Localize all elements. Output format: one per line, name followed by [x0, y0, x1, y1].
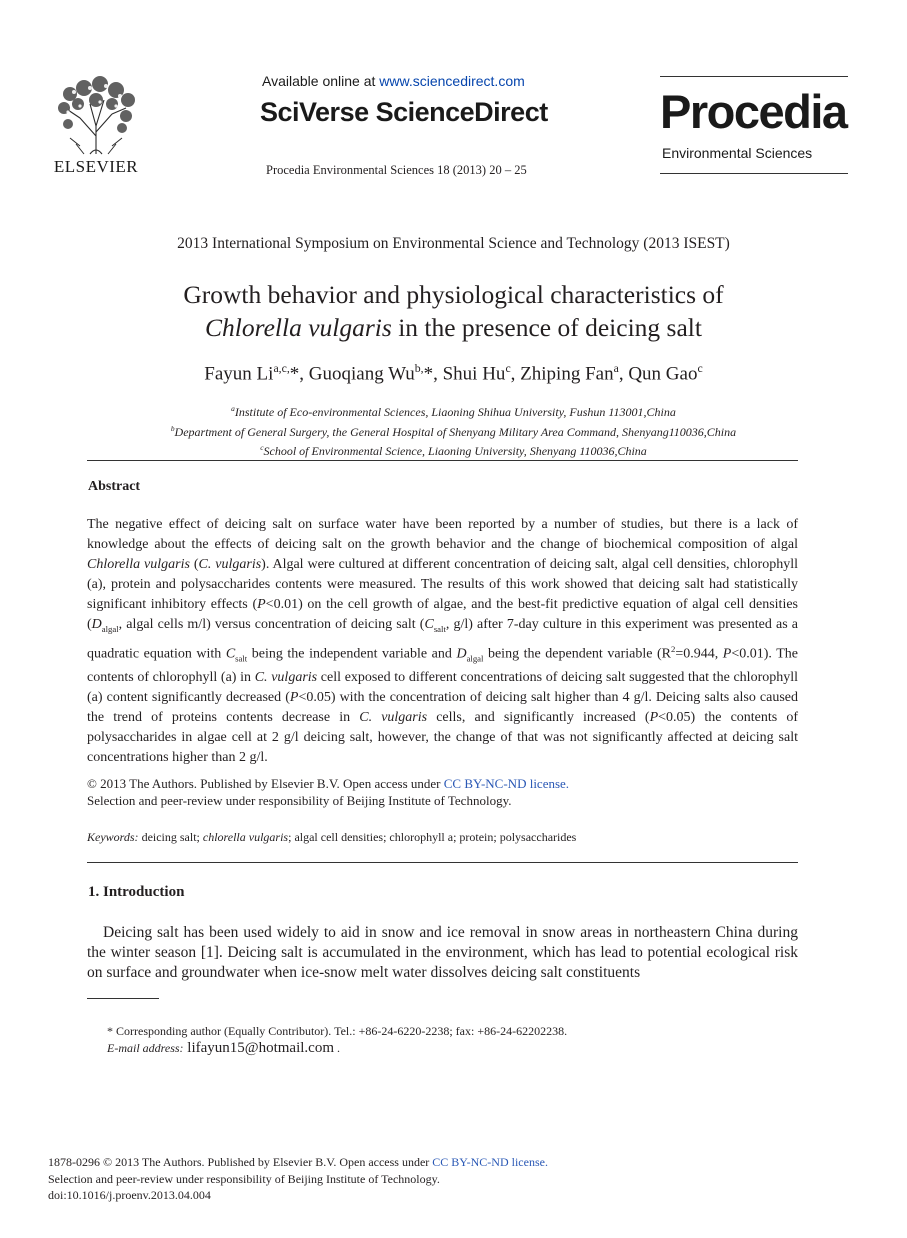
abstract-text: ( [189, 557, 199, 572]
introduction-text: Deicing salt has been used widely to aid in snow and ice removal in snow areas in northeastern China during the winter season [1]. Deicing salt is accumulated in the environment, which has lead to potential ecological risk on surface and groundwater when ice-snow melt water dissolves deicing salt constituents [87, 924, 798, 981]
author-name: Zhiping Fan [520, 363, 614, 385]
keywords-label: Keywords: [87, 830, 139, 844]
affiliation-sup: a [231, 404, 235, 413]
abstract-subscript: salt [235, 653, 248, 664]
affiliation-line [0, 401, 907, 421]
title-species: Chlorella vulgaris [205, 313, 392, 342]
paper-title [0, 278, 907, 344]
copyright-line [87, 775, 798, 792]
affiliation-line [0, 440, 907, 460]
abstract-subscript: algal [101, 623, 119, 634]
abstract-text: <0.01) on the cell growth of algae, and the best-fit predictive equation of algal cell densities ( [87, 597, 798, 632]
page-footer [48, 1154, 808, 1204]
corresponding-mark: * [423, 363, 434, 385]
abstract-text: cells, and significantly increased ( [427, 710, 650, 726]
title-line-1: Growth behavior and physiological characteristics of [183, 280, 724, 309]
abstract-text: , algal cells m/l) versus concentration of deicing salt ( [118, 617, 425, 632]
author-affil-sup: c [505, 362, 511, 375]
divider-rule [87, 460, 798, 461]
title-line-2 [0, 311, 907, 344]
abstract-italic: C. vulgaris [254, 670, 318, 686]
corresponding-author: * Corresponding author (Equally Contributor). Tel.: +86-24-6220-2238; fax: +86-24-62202238. [107, 1024, 568, 1038]
journal-brand: Procedia [660, 85, 847, 138]
divider-rule [87, 862, 798, 863]
affiliation-text: Department of General Surgery, the General Hospital of Shenyang Military Area Command, Shenyang110036,China [174, 424, 737, 439]
copyright-text: © 2013 The Authors. Published by Elsevier B.V. Open access under [87, 776, 444, 791]
author-name: Qun Gao [628, 363, 698, 385]
author-name: Fayun Li [204, 363, 274, 385]
abstract-heading: Abstract [88, 479, 141, 494]
keywords-text: ; algal cell densities; chlorophyll a; protein; polysaccharides [288, 830, 577, 844]
author-separator: , [618, 363, 629, 385]
available-prefix: Available online at [262, 73, 380, 89]
journal-brand-subtitle: Environmental Sciences [662, 145, 813, 161]
copyright-notice [87, 775, 798, 809]
email-label: E-mail address: [107, 1041, 184, 1055]
journal-reference: Procedia Environmental Sciences 18 (2013) 20 – 25 [266, 163, 527, 177]
author-list [0, 362, 907, 385]
email-line [107, 1040, 807, 1057]
abstract-italic: P [257, 597, 266, 612]
abstract-italic: P [649, 710, 659, 726]
abstract-subscript: salt [433, 623, 446, 634]
section-heading: 1. Introduction [88, 884, 185, 900]
abstract-text: <0.01). The contents of chlorophyll (a) in [87, 646, 798, 686]
footer-line [48, 1154, 808, 1171]
author-affil-sup: a [613, 362, 619, 375]
affiliation-sup: c [260, 443, 264, 452]
sciencedirect-link[interactable]: www.sciencedirect.com [379, 73, 525, 89]
footer-peer-review: Selection and peer-review under responsibility of Beijing Institute of Technology. [48, 1171, 440, 1186]
author-affil-sup: a,c, [273, 362, 290, 375]
affiliation-text: Institute of Eco-environmental Sciences, Liaoning Shihua University, Fushun 113001,China [234, 405, 676, 419]
conference-name: 2013 International Symposium on Environmental Science and Technology (2013 ISEST) [177, 235, 730, 252]
author-affil-sup: c [697, 362, 703, 375]
author-separator: , [433, 363, 443, 385]
abstract-italic: D [91, 617, 102, 632]
license-link[interactable]: CC BY-NC-ND license. [443, 776, 570, 791]
footer-text: 1878-0296 © 2013 The Authors. Published by Elsevier B.V. Open access under [48, 1155, 433, 1169]
abstract-text: , g/l) after 7-day culture in this experiment was presented as a quadratic equation with [87, 617, 799, 662]
brand-rule-top [660, 76, 848, 77]
title-rest: in the presence of deicing salt [391, 313, 702, 342]
author-separator: , [299, 363, 309, 385]
abstract-italic: C. vulgaris [359, 710, 428, 726]
keywords-italic: chlorella vulgaris [202, 830, 289, 844]
peer-review-line: Selection and peer-review under responsibility of Beijing Institute of Technology. [87, 793, 512, 808]
footer-license-link[interactable]: CC BY-NC-ND license. [432, 1155, 548, 1169]
platform-name: SciVerse ScienceDirect [260, 97, 548, 127]
author-affil-sup: b, [414, 362, 424, 375]
abstract-superscript: 2 [671, 643, 676, 654]
affiliations [0, 401, 907, 460]
affiliation-line [0, 421, 907, 441]
available-online [262, 73, 525, 89]
abstract-italic: P [722, 646, 732, 662]
keywords-text: deicing salt; [138, 830, 203, 844]
abstract-italic: C [225, 646, 236, 662]
abstract-italic: P [289, 690, 299, 706]
email-address[interactable]: lifayun15@hotmail.com [183, 1040, 335, 1056]
brand-rule-bottom [660, 173, 848, 174]
abstract-italic: C [424, 617, 434, 632]
publisher-logo-text: ELSEVIER [53, 157, 139, 176]
abstract-text: <0.05) with the concentration of deicing salt higher than 4 g/l. Deicing salts also caused the trend of proteins contents decrease in [87, 690, 799, 726]
abstract-text: =0.944, [675, 646, 723, 662]
abstract-italic: D [456, 646, 467, 662]
abstract-body [87, 515, 798, 768]
author-name: Guoqiang Wu [308, 363, 415, 385]
footer-doi: doi:10.1016/j.proenv.2013.04.004 [48, 1188, 211, 1202]
keywords [87, 830, 798, 845]
footnote-rule [87, 998, 159, 999]
abstract-italic: Chlorella vulgaris [87, 557, 190, 572]
affiliation-sup: b [170, 423, 175, 433]
affiliation-text: School of Environmental Science, Liaoning University, Shenyang 110036,China [263, 444, 647, 458]
abstract-subscript: algal [466, 653, 484, 664]
author-name: Shui Hu [442, 363, 506, 385]
author-separator: , [510, 363, 521, 385]
abstract-text: cell exposed to different concentrations of deicing salt suggested that the chlorophyll (a) content significantly decreased ( [87, 670, 799, 706]
abstract-italic: C. vulgaris [198, 557, 262, 572]
abstract-text: ). Algal were cultured at different concentration of deicing salt, algal cell densities, chlorophyll (a), protein and polysaccharides contents were measured. The results of this work showed that deicing salt had statistically significant inhibitory effects ( [87, 557, 798, 612]
corresponding-mark: * [289, 363, 300, 385]
footnote [107, 1023, 807, 1057]
introduction-paragraph [87, 923, 798, 983]
email-end: . [334, 1041, 341, 1055]
abstract-text: The negative effect of deicing salt on surface water have been reported by a number of studies, but there is a lack of knowledge about the effects of deicing salt on the growth behavior and the change of biochemical composition of algal [87, 517, 798, 552]
abstract-text: <0.05) the contents of polysaccharides in algae cell at 2 g/l deicing salt, however, the change of that was not significantly affected at deicing salt concentrations higher than 2 g/l. [87, 710, 799, 766]
abstract-text: being the dependent variable (R [483, 646, 671, 662]
abstract-text: being the independent variable and [247, 646, 457, 662]
